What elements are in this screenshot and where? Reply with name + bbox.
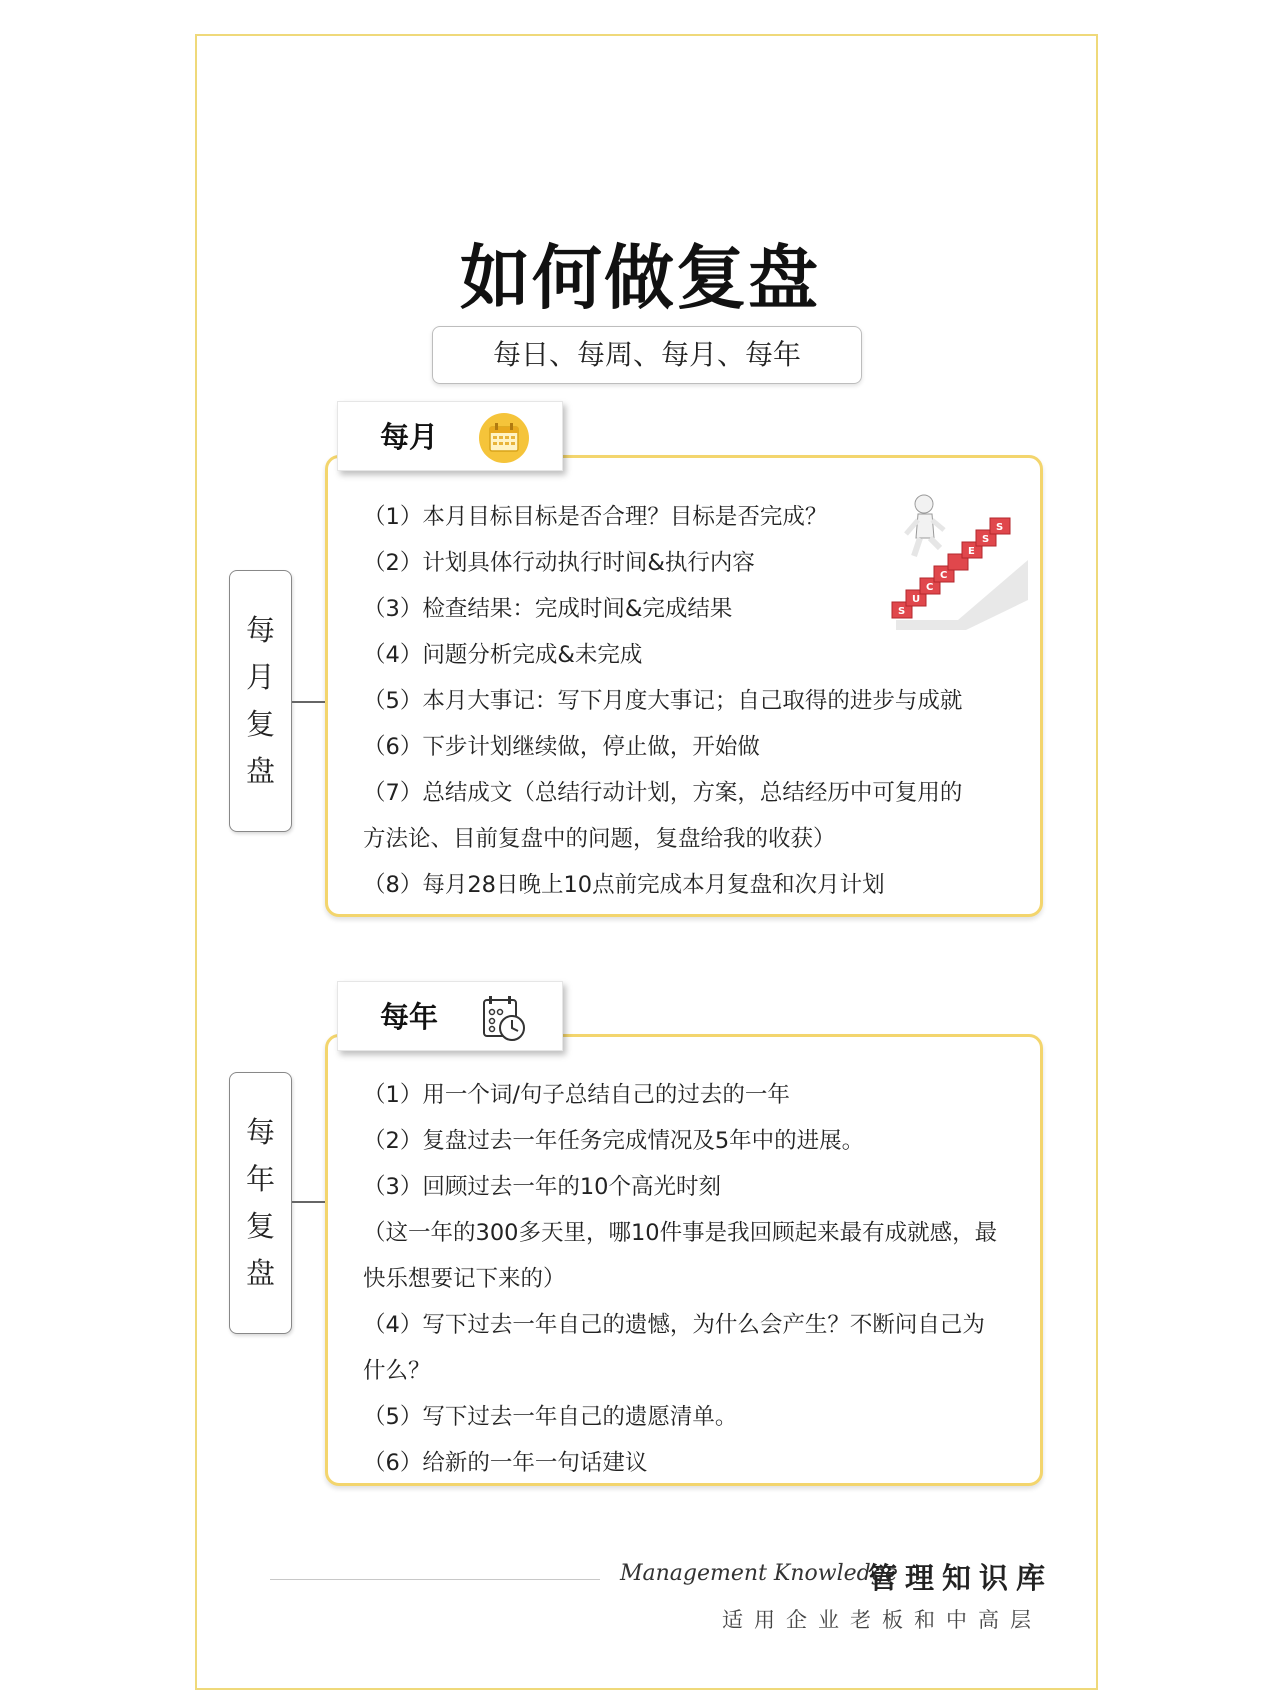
stair-letter: S	[996, 522, 1004, 533]
stair-letter: C	[940, 570, 948, 581]
yearly-side-label	[229, 1072, 292, 1334]
monthly-item: （3）检查结果：完成时间&完成结果	[363, 596, 733, 622]
side-char: 年	[245, 1162, 275, 1196]
yearly-item: 快乐想要记下来的）	[363, 1266, 566, 1292]
footer-rule	[270, 1579, 600, 1580]
yearly-item: （这一年的300多天里，哪10件事是我回顾起来最有成就感，最	[363, 1220, 998, 1246]
side-char: 盘	[245, 1256, 275, 1290]
monthly-item: （4）问题分析完成&未完成	[363, 642, 643, 668]
subtitle-box: 每日、每周、每月、每年	[432, 326, 862, 384]
monthly-item: （5）本月大事记：写下月度大事记；自己取得的进步与成就	[363, 688, 963, 714]
monthly-item: （7）总结成文（总结行动计划，方案，总结经历中可复用的	[363, 780, 963, 806]
side-char: 复	[245, 707, 275, 741]
monthly-side-label	[229, 570, 292, 832]
side-char: 月	[245, 660, 275, 694]
page-title: 如何做复盘	[460, 237, 820, 319]
footer-english: Management Knowledge	[620, 1561, 898, 1586]
monthly-item: （2）计划具体行动执行时间&执行内容	[363, 550, 755, 576]
footer-tagline: 适用企业老板和中高层	[722, 1608, 1042, 1632]
success-stairs-illustration	[888, 490, 1028, 630]
stair-letter: S	[898, 606, 906, 617]
monthly-connector	[292, 701, 325, 703]
monthly-tab	[337, 401, 563, 471]
yearly-item: （3）回顾过去一年的10个高光时刻	[363, 1174, 721, 1200]
side-char: 每	[245, 613, 275, 647]
monthly-item: （1）本月目标目标是否合理？目标是否完成？	[363, 504, 828, 530]
yearly-item: 什么？	[363, 1358, 431, 1384]
stair-letter: C	[926, 582, 934, 593]
side-char: 复	[245, 1209, 275, 1243]
side-char: 每	[245, 1115, 275, 1149]
yearly-tab-label: 每年	[380, 1000, 439, 1034]
monthly-item: （8）每月28日晚上10点前完成本月复盘和次月计划	[363, 872, 885, 898]
stair-letter: E	[968, 546, 975, 557]
monthly-item: 方法论、目前复盘中的问题，复盘给我的收获）	[363, 826, 836, 852]
schedule-clock-icon	[478, 992, 530, 1044]
monthly-item: （6）下步计划继续做，停止做，开始做	[363, 734, 760, 760]
calendar-icon	[478, 412, 530, 464]
yearly-connector	[292, 1201, 325, 1203]
yearly-item: （5）写下过去一年自己的遗愿清单。	[363, 1404, 738, 1430]
yearly-item: （2）复盘过去一年任务完成情况及5年中的进展。	[363, 1128, 865, 1154]
yearly-tab	[337, 981, 563, 1051]
monthly-tab-label: 每月	[380, 420, 439, 454]
yearly-item: （1）用一个词/句子总结自己的过去的一年	[363, 1082, 790, 1108]
stair-letter: S	[982, 534, 990, 545]
side-char: 盘	[245, 754, 275, 788]
yearly-item: （6）给新的一年一句话建议	[363, 1450, 648, 1476]
stair-letter: U	[912, 594, 921, 605]
footer-brand: 管理知识库	[868, 1561, 1054, 1595]
yearly-item: （4）写下过去一年自己的遗憾，为什么会产生？不断问自己为	[363, 1312, 985, 1338]
